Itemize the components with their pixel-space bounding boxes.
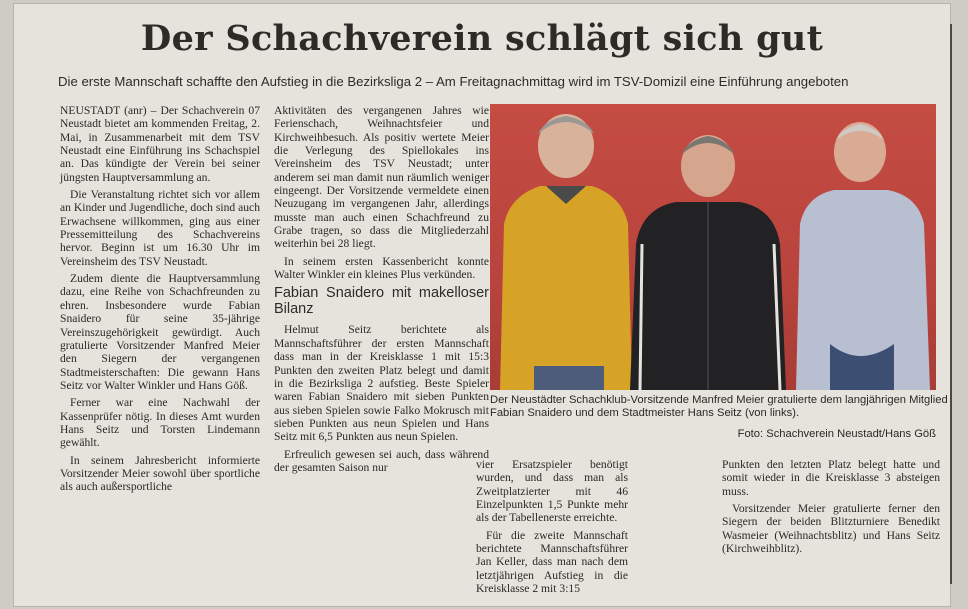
paragraph: In seinem Jahresbericht informierte Vorsitzender Meier sowohl über sportliche als auch außersportliche bbox=[60, 453, 260, 494]
person-left bbox=[500, 114, 632, 390]
article-photo bbox=[490, 104, 936, 390]
article-column-1 bbox=[60, 104, 260, 498]
article-column-3 bbox=[476, 458, 628, 599]
paragraph: Die Veranstaltung richtet sich vor allem an Kinder und Jugendliche, doch sind auch Erwachsene willkommen, ging aus einer Pressemitteilung des Schachvereins hervor. Beginn ist um 16.30 Uhr im Vereinsheim des TSV Neustadt. bbox=[60, 188, 260, 268]
article-column-4 bbox=[722, 458, 940, 559]
paragraph: vier Ersatzspieler benötigt wurden, und dass man als Zweitplatzierter mit 46 Einzelpunkten 1,5 Punkte mehr als der Tabellenerste erreichte. bbox=[476, 458, 628, 525]
newspaper-clipping bbox=[14, 4, 950, 606]
paragraph: Punkten den letzten Platz belegt hatte und somit wieder in die Kreisklasse 3 absteigen muss. bbox=[722, 458, 940, 498]
person-right bbox=[796, 122, 930, 390]
photo-caption: Der Neustädter Schachklub-Vorsitzende Manfred Meier gratulierte dem langjährigen Mitglied Fabian Snaidero und dem Stadtmeister Hans Seitz (von links). bbox=[490, 394, 948, 420]
paragraph: NEUSTADT (anr) – Der Schachverein 07 Neustadt bietet am kommenden Freitag, 2. Mai, in Zusammenarbeit mit dem TSV Neustadt eine Einführung ins Schachspiel an. Das kündigte der Verein bei seiner jüngsten Hauptversammlung an. bbox=[60, 104, 260, 184]
photo-credit: Foto: Schachverein Neustadt/Hans Göß bbox=[737, 428, 936, 440]
article-subhead: Die erste Mannschaft schaffte den Aufstieg in die Bezirksliga 2 – Am Freitagnachmittag wird im TSV-Domizil eine Einführung angeboten bbox=[58, 74, 849, 89]
paragraph: Zudem diente die Hauptversammlung dazu, eine Reihe von Schachfreunden zu ehren. Insbesondere wurde Fabian Snaidero für seine 35-jährige Vereinszugehörigkeit gewürdigt. Auch gratulierte Vorsitzender Manfred Meier den Siegern der vergangenen Stadtmeisterschaften: Die gewann Hans Seitz vor Walter Winkler und Hans Göß. bbox=[60, 272, 260, 392]
paragraph: Erfreulich gewesen sei auch, dass während der gesamten Saison nur bbox=[274, 447, 489, 474]
article-column-2 bbox=[274, 104, 489, 478]
column-rule bbox=[950, 24, 952, 584]
paragraph: Helmut Seitz berichtete als Mannschaftsführer der ersten Mannschaft dass man in der Kreisklasse 1 mit 15:3 Punkten den zweiten Platz belegt und damit in die Bezirksliga 2 aufstieg. Beste Spieler waren Fabian Snaidero mit sieben Punkten aus sieben Spielen sowie Falko Mokrusch mit sieben Punkten aus neun Spielen und Hans Seitz mit 6,5 Punkten aus neun Spielen. bbox=[274, 323, 489, 444]
paragraph: Ferner war eine Nachwahl der Kassenprüfer nötig. In dieses Amt wurden Hans Seitz und Torsten Lindemann gewählt. bbox=[60, 396, 260, 450]
photo-illustration bbox=[490, 104, 936, 390]
person-middle bbox=[630, 135, 786, 390]
paragraph: Für die zweite Mannschaft berichtete Mannschaftsführer Jan Keller, dass man nach dem letztjährigen Aufstieg in die Kreisklasse 2 mit 3:15 bbox=[476, 528, 628, 596]
article-subtitle: Fabian Snaidero mit makelloser Bilanz bbox=[274, 285, 489, 318]
paragraph: Vorsitzender Meier gratulierte ferner den Siegern der beiden Blitzturniere Benedikt Wasmeier (Weihnachtsblitz) und Hans Seitz (Kirchweihblitz). bbox=[722, 502, 940, 556]
paragraph: In seinem ersten Kassenbericht konnte Walter Winkler ein kleines Plus verkünden. bbox=[274, 254, 489, 282]
paragraph: Aktivitäten des vergangenen Jahres wie Ferienschach, Weihnachtsfeier und Kirchweihbesuch. Als positiv wertete Meier die Verlegung des Spiellokales ins Vereinsheim des TSV Neustadt; unter anderem sei man damit nun räumlich weniger eingeengt. Der Vorsitzende vermeldete einen Neuzugang im vergangenen Jahr, allerdings musste man auch einen Schachfreund zu Grabe tragen, so dass die Mitgliederzahl weiterhin bei 28 liegt. bbox=[274, 104, 489, 251]
article-headline: Der Schachverein schlägt sich gut bbox=[140, 18, 824, 59]
